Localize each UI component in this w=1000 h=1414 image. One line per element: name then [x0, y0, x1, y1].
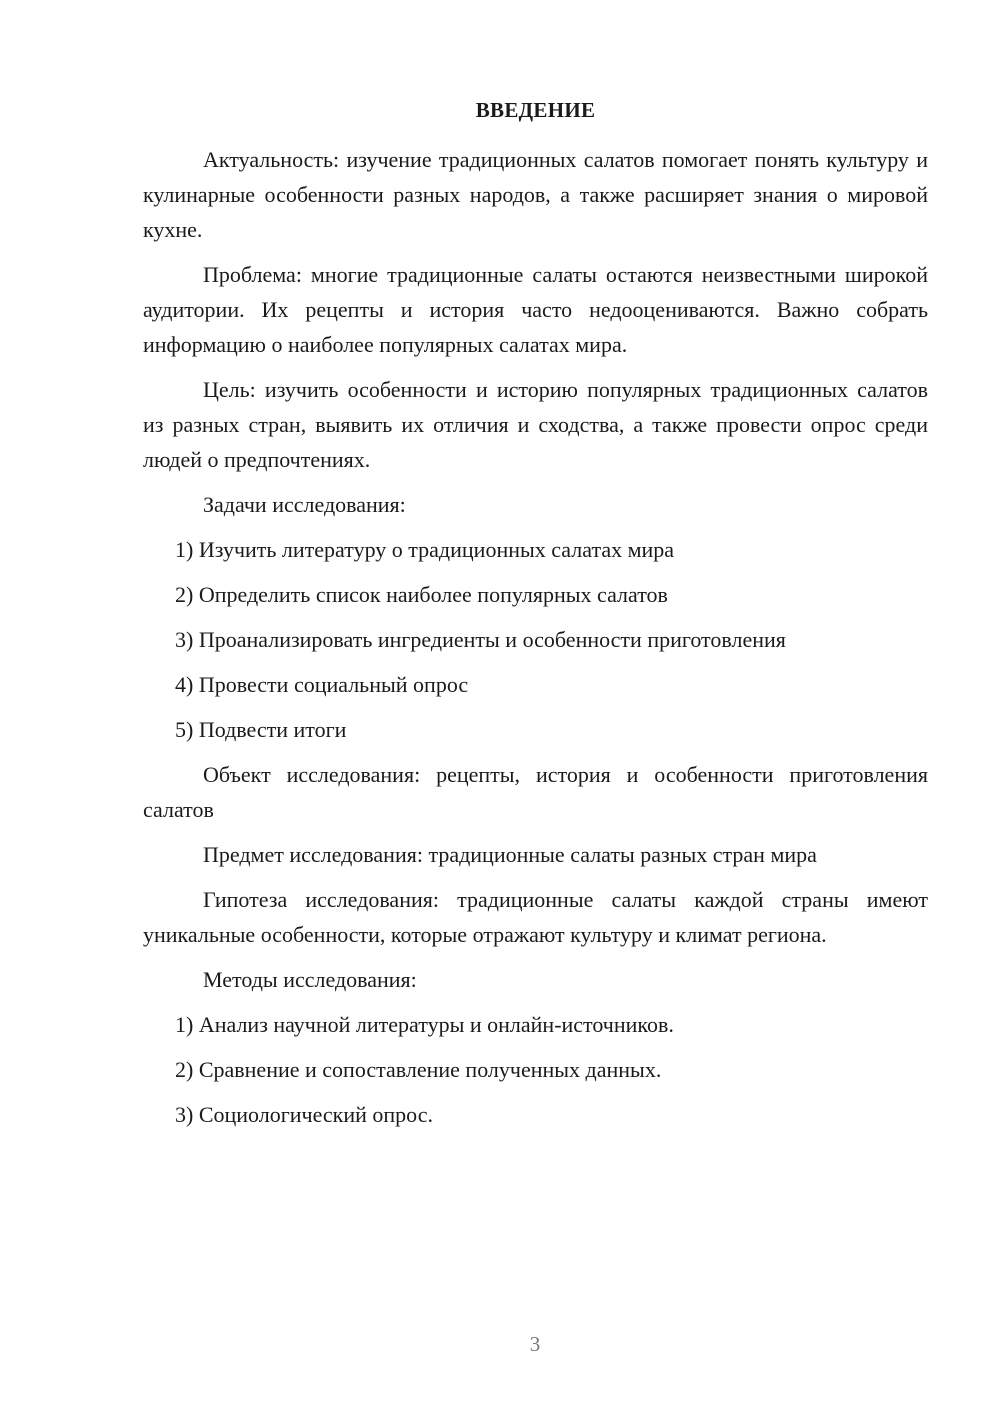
- subject-paragraph: Предмет исследования: традиционные салаты разных стран мира: [203, 842, 817, 867]
- object-paragraph: Объект исследования: рецепты, история и особенности приготовления салатов: [143, 762, 928, 822]
- task-item: 4) Провести социальный опрос: [175, 672, 469, 697]
- document-body: [143, 142, 928, 1142]
- relevance-paragraph: Актуальность: изучение традиционных салатов помогает понять культуру и кулинарные особенности разных народов, а также расширяет знания о мировой кухне.: [143, 147, 928, 242]
- task-item: 5) Подвести итоги: [175, 717, 347, 742]
- hypothesis-paragraph: Гипотеза исследования: традиционные салаты каждой страны имеют уникальные особенности, которые отражают культуру и климат региона.: [143, 887, 928, 947]
- page-title: ВВЕДЕНИЕ: [475, 98, 596, 122]
- method-item: 2) Сравнение и сопоставление полученных данных.: [175, 1057, 662, 1082]
- tasks-heading: Задачи исследования:: [203, 492, 406, 517]
- page-number: 3: [529, 1332, 541, 1356]
- task-item: 3) Проанализировать ингредиенты и особенности приготовления: [175, 627, 786, 652]
- goal-paragraph: Цель: изучить особенности и историю популярных традиционных салатов из разных стран, выявить их отличия и сходства, а также провести опрос среди людей о предпочтениях.: [143, 377, 928, 472]
- task-item: 2) Определить список наиболее популярных салатов: [175, 582, 668, 607]
- method-item: 3) Социологический опрос.: [175, 1102, 433, 1127]
- problem-paragraph: Проблема: многие традиционные салаты остаются неизвестными широкой аудитории. Их рецепты и история часто недооцениваются. Важно собрать информацию о наиболее популярных салатах мира.: [143, 262, 928, 357]
- task-item: 1) Изучить литературу о традиционных салатах мира: [175, 537, 675, 562]
- method-item: 1) Анализ научной литературы и онлайн-источников.: [175, 1012, 674, 1037]
- methods-heading: Методы исследования:: [203, 967, 417, 992]
